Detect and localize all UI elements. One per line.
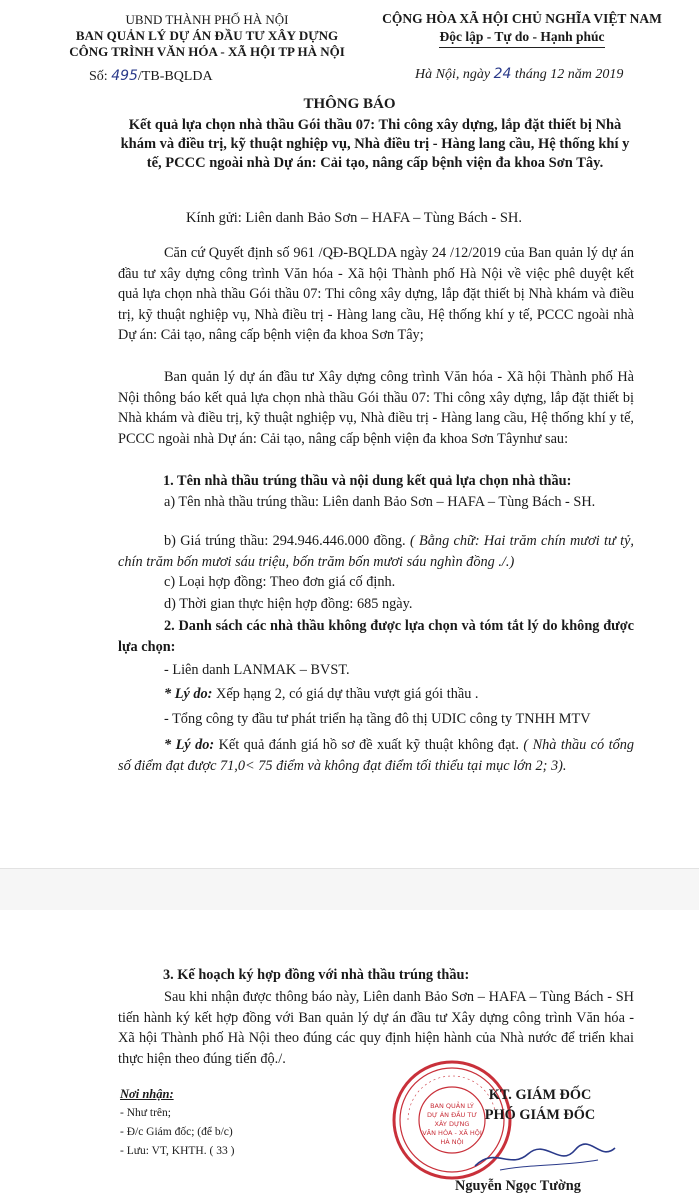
recipients-heading: Nơi nhận: xyxy=(120,1087,174,1101)
recipients-list xyxy=(120,1085,234,1161)
national-heading xyxy=(352,10,692,48)
handwritten-day: 24 xyxy=(493,66,512,82)
recipient-item: - Như trên; xyxy=(120,1107,171,1119)
country-name: CỘNG HÒA XÃ HỘI CHỦ NGHĨA VIỆT NAM xyxy=(382,11,662,26)
svg-text:HÀ NỘI: HÀ NỘI xyxy=(440,1138,464,1146)
section-2-reason-1: * Lý do: Xếp hạng 2, có giá dự thầu vượt giá gói thầu . xyxy=(164,686,479,702)
section-1-item-d: d) Thời gian thực hiện hợp đồng: 685 ngày. xyxy=(164,596,413,612)
paragraph-legal-basis: Căn cứ Quyết định số 961 /QĐ-BQLDA ngày 24 /12/2019 của Ban quản lý dự án đầu tư xây dựng công trình Văn hóa - Xã hội Thành phố Hà Nội về việc phê duyệt kết quả lựa chọn nhà thầu Gói thầu 07: Thi công xây dựng, lắp đặt thiết bị Nhà khám và điều trị, kỹ thuật nghiệp vụ, Nhà điều trị - Hàng lang cầu, Hệ thống khí y tế, PCCC ngoài nhà Dự án: Cải tạo, nâng cấp bệnh viện đa khoa Sơn Tây; xyxy=(118,245,634,343)
issuing-organization xyxy=(62,12,352,60)
svg-text:VĂN HÓA - XÃ HỘI: VĂN HÓA - XÃ HỘI xyxy=(422,1129,482,1137)
document-subject: Kết quả lựa chọn nhà thầu Gói thầu 07: Thi công xây dựng, lắp đặt thiết bị Nhà khám và điều trị, kỹ thuật nghiệp vụ, Nhà điều trị - Hàng lang cầu, Hệ thống khí y tế, PCCC ngoài nhà Dự án: Cải tạo, nâng cấp bệnh viện đa khoa Sơn Tây. xyxy=(120,117,630,171)
section-1-item-b: b) Giá trúng thầu: 294.946.446.000 đồng. ( Bằng chữ: Hai trăm chín mươi tư tỷ, chín trăm bốn mươi sáu triệu, bốn trăm bốn mươi sáu nghìn đồng ./.) xyxy=(118,533,634,570)
section-2-reason-2: * Lý do: Kết quả đánh giá hồ sơ đề xuất kỹ thuật không đạt. ( Nhà thầu có tổng số điểm đạt được 71,0< 75 điểm và không đạt điểm tối thiểu tại mục lớn 2; 3). xyxy=(118,737,635,774)
org-line-3: CÔNG TRÌNH VĂN HÓA - XÃ HỘI TP HÀ NỘI xyxy=(69,44,345,59)
signature-title-1: KT. GIÁM ĐỐC xyxy=(488,1087,592,1103)
section-1-item-a: a) Tên nhà thầu trúng thầu: Liên danh Bảo Sơn – HAFA – Tùng Bách - SH. xyxy=(164,494,596,510)
motto: Độc lập - Tự do - Hạnh phúc xyxy=(439,28,604,48)
signature-title-2: PHÓ GIÁM ĐỐC xyxy=(484,1107,596,1123)
section-2-item-1: - Liên danh LANMAK – BVST. xyxy=(164,662,350,678)
section-1-item-c: c) Loại hợp đồng: Theo đơn giá cố định. xyxy=(164,574,396,590)
recipient-item: - Lưu: VT, KHTH. ( 33 ) xyxy=(120,1145,235,1157)
document-date: Hà Nội, ngày 24 tháng 12 năm 2019 xyxy=(415,66,624,82)
section-3-body: Sau khi nhận được thông báo này, Liên danh Bảo Sơn – HAFA – Tùng Bách - SH tiến hành ký kết hợp đồng với Ban quản lý dự án đầu tư Xây dựng công trình Văn hóa - Xã hội Thành phố Hà Nội theo đúng các quy định hiện hành của Nhà nước để triển khai thực hiện theo đúng tiến độ./. xyxy=(118,989,634,1067)
svg-text:DỰ ÁN ĐẦU TƯ: DỰ ÁN ĐẦU TƯ xyxy=(427,1111,477,1119)
section-2-item-2: - Tổng công ty đầu tư phát triển hạ tầng đô thị UDIC công ty TNHH MTV xyxy=(164,711,591,727)
document-number: Số: 495/TB-BQLDA xyxy=(89,68,213,84)
signer-name: Nguyễn Ngọc Tường xyxy=(455,1178,581,1194)
org-line-2: BAN QUẢN LÝ DỰ ÁN ĐẦU TƯ XÂY DỰNG xyxy=(75,28,339,43)
price-in-words: ( Bằng chữ: Hai trăm chín mươi tư tỷ, chín trăm bốn mươi sáu triệu, bốn trăm bốn mươi sáu nghìn đồng ./.) xyxy=(118,533,634,570)
org-line-1: UBND THÀNH PHỐ HÀ NỘI xyxy=(125,12,289,27)
svg-text:BAN QUẢN LÝ: BAN QUẢN LÝ xyxy=(430,1102,474,1110)
paragraph-announcement: Ban quản lý dự án đầu tư Xây dựng công trình Văn hóa - Xã hội Thành phố Hà Nội thông báo kết quả lựa chọn nhà thầu Gói thầu 07: Thi công xây dựng, lắp đặt thiết bị Nhà khám và điều trị, kỹ thuật nghiệp vụ, Nhà điều trị - Hàng lang cầu, Hệ thống khí y tế, PCCC ngoài nhà Dự án: Cải tạo, nâng cấp bệnh viện đa khoa Sơn Tâynhư sau: xyxy=(118,369,634,447)
section-2-heading: 2. Danh sách các nhà thầu không được lựa chọn và tóm tắt lý do không được lựa chọn: xyxy=(118,618,634,655)
section-1-heading: 1. Tên nhà thầu trúng thầu và nội dung kết quả lựa chọn nhà thầu: xyxy=(163,473,572,489)
page-break xyxy=(0,868,699,912)
section-3-heading: 3. Kế hoạch ký hợp đồng với nhà thầu trúng thầu: xyxy=(163,967,470,983)
handwritten-signature-icon xyxy=(470,1140,620,1176)
signature-block xyxy=(440,1085,640,1125)
recipient-line: Kính gửi: Liên danh Bảo Sơn – HAFA – Tùng Bách - SH. xyxy=(186,210,522,226)
handwritten-number: 495 xyxy=(111,68,138,84)
recipient-item: - Đ/c Giám đốc; (để b/c) xyxy=(120,1126,233,1138)
document-title: THÔNG BÁO xyxy=(303,96,396,112)
svg-text:XÂY DỰNG: XÂY DỰNG xyxy=(434,1120,470,1128)
